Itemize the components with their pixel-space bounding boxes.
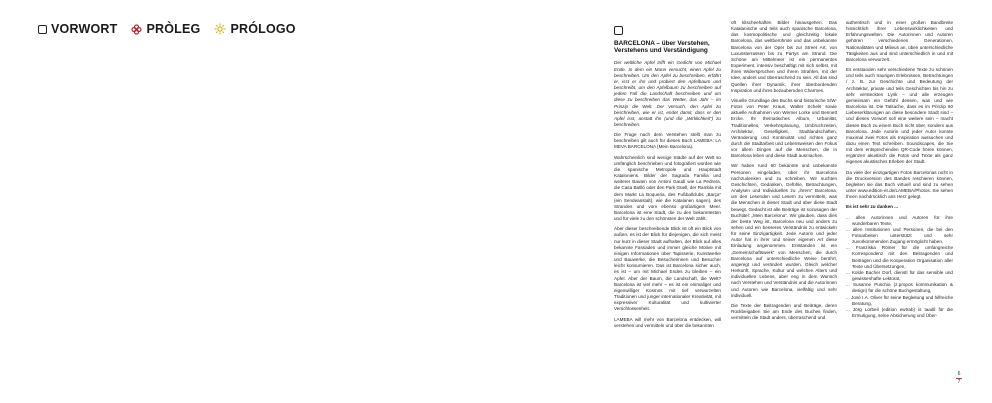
section-nav bbox=[38, 22, 296, 36]
thanks-list bbox=[846, 215, 953, 320]
nav-label-prologo: PRÓLOGO bbox=[230, 22, 296, 36]
flower-icon bbox=[131, 24, 142, 35]
list-item: ... Jörg Lorbeil (edition ewtrab) is taadil für die Ermutigung, seine Absicherung und Über- bbox=[846, 306, 953, 319]
paragraph: Die Texte der Beitragenden und Beiträge, deren Rückbeigaben Sie am Ende des Buches finden, vermitteln die Stadt anders, überraschend und bbox=[731, 302, 837, 321]
paragraph: LAMEBA will mehr von Barcelona entdecken, will verstehen und vermitteln und über die bekannten bbox=[614, 316, 721, 328]
paragraph: Wahrscheinlich sind wenige Städte auf der Welt so umfänglich beschrieben und fotografiert worden wie die spanische Metropole und Hauptstadt Kataloniens. Bilder der Sagrada Familia und weiterer Bauten von Antoni Gaudí wie La Pedrera, die Casa Batlló oder den Park Güell, der Rambla mit dem Markt La Boqueria, des Fußballclubs „Barça“ (ein Sendeanstalt), wie die Katalanen sagen), des Strandes und vom ebenso großartigem Meer. Barcelona ist eine Stadt, die zu den bekanntesten und für viele zu den schönsten der Welt zählt. bbox=[614, 154, 721, 222]
nav-item-proleg[interactable] bbox=[131, 22, 200, 36]
page-number bbox=[955, 371, 963, 386]
paragraph: Es entstanden sehr verschiedene Texte zu schönen und teils auch traurigen Erlebnissen, Betrachtungen / z. B. zur Geschichte und Bedeutung der Architektur, private und teils Geschichten bis hin zu sehr versteckten Lyrik – und alle erzeugen gemeinsam ein Gefühl dessen, was und wie Barcelona ist. Die Tatsache, dass es im Prinzip 60 Liebeserklärungen an diese besondere Stadt sind – und dieses Vorwort soll eine weitere sein – macht dieses Buch zu einem Buch nicht über, sondern aus Barcelona. Jede Autorin und jeder Autor konnte maximal zwei Fotos als Inspiration aussuchen und dazu einen Text schreiben. Soundscapes, die Sie mit dem entsprechenden QR-Code hören können, ergänzen akustisch die Fotos und Texte als ganz eigenes akustisches Erleben der Stadt. bbox=[846, 67, 953, 165]
paragraph: authentisch und in einer großen Bandbreite hinsichtlich ihrer Lebenswirklichkeiten und Erfahrungswelten. Die Autorinnen und Autoren gehören verschiedenen Generationen, Nationalitäten und Milieus an, üben unterschiedliche Tätigkeiten aus und sind unterschiedlich in und mit Barcelona verwurzelt. bbox=[846, 20, 953, 62]
text-column-2 bbox=[731, 20, 837, 325]
nav-label-vorwort: VORWORT bbox=[51, 22, 118, 36]
nav-item-vorwort[interactable] bbox=[38, 22, 117, 36]
paragraph: Die Frage nach dem Verstehen stellt man zu beschreiben gilt auch für dieses Buch LAMEBA: LA MEVA BARCELONA (Mein Barcelona). bbox=[614, 132, 721, 150]
list-item: ... Kolde Bacher Dorf, dienstl für das sensible und gewissenhafte Lektorat, bbox=[846, 269, 953, 282]
checkbox-icon bbox=[614, 26, 623, 35]
article-title: BARCELONA – über Verstehen, Verstehens und Verständigung bbox=[614, 40, 710, 55]
paragraph: Da viele der einzigartigen Fotos Barcelonas nicht in die Druckversion des Bandes reschieren können, begleiten sie das Buch virtuell und sind zu sehen unter www.edition-et.de/LAMEBA/Photos. Sie sehen Ihnen nachdrücklich ans Herz gelegt. bbox=[846, 169, 953, 200]
nav-label-proleg: PRÒLEG bbox=[146, 22, 201, 36]
thanks-heading: Es ist sehr zu danken ... bbox=[846, 204, 899, 210]
sun-icon bbox=[214, 23, 226, 35]
page-number-left: 6 bbox=[957, 371, 961, 377]
page-number-right: 7 bbox=[957, 378, 961, 385]
nav-item-prologo[interactable] bbox=[214, 22, 295, 36]
checkbox-icon bbox=[38, 25, 47, 34]
text-column-1 bbox=[614, 40, 721, 333]
paragraph: Aber dieser beschreibende Blick ist oft ein Blick von außen, es ist der Blick für diejenigen, die sich meist nur kurz in dieser Stadt aufhalten, der Blick auf alles bekannte Fassaden und immer gleiche Motive mit einigen Informationen über Tapisserie, Kunstwerke und Bauwerke, die Besucherinnen und Besucher leicht konsumieren. Das ist Barcelona sicher auch, es ist – um mit Michael Endes zu bleiben – ein Apfel. Aber der Baum, die Landschaft, die Welt? Barcelona ist viel mehr – es ist ein einmaliger und eigenwilliger Kosmos mit tief verwurzelten Traditionen und junger internationaler Kreativität, mit expressiver Kulturalität und kultivierter Verschlossenheit. bbox=[614, 226, 721, 312]
list-item: ... allen Institutionen und Personen, die bei den Fotoarbeiten unterstützt und sehr zuvorkommenden Zugang ermöglicht haben, bbox=[846, 226, 953, 245]
paragraph: Visuelle Grundlage des Buchs sind historische S/W-Fotos von Peter Kraus, Walter Schels sowie aktuelle Aufnahmen von Werner Lorke und Bennett Ercke. Ihr thematisches Album, Urbanität, Traditionelles, Verkehrsplanung, Umbruchzeiten, Architektur, Geselligkeit, Stadtlandschaften, Veränderung und Kontinuität und richten ganz durch die Stadtarbeit und Lebensweisen den Fokus vor allem Dingen auf die Menschen, die in Barcelona leben und diese Stadt ausmachen. bbox=[731, 97, 837, 159]
paragraph: Der weltliche Apfel trifft ein Gedicht von Michael Ende. In dem ein Mann versucht, einen Apfel zu beschreiben. Um den Apfel zu beschreiben, erfährt er, isst er ihn und probiert den Apfelbaum und beschreibt, um den Apfelbaum zu beschreiben auf jedem Fall die Landschaft beschreiben und um diese zu beschreiben das Wetter, das Jahr – im Prinzip die Welt. Der Versuch, den Apfel zu beschreiben, wie er ist, endet damit, dass er den Apfel isst, anstatt ihn (und die „Wirklichkeit“) zu beschreiben. bbox=[614, 60, 721, 127]
list-item: ... Susanne Puschia (z.propos kommunikation & design) für die schöne Buchgestaltung, bbox=[846, 282, 953, 294]
list-item: ... José I.A. Oliver für seine Begleitung und hilfreiche Beratung, bbox=[846, 294, 953, 306]
paragraph: Wir haben rund 60 bekannte und unbekannte Personen eingeladen, über ihr Barcelona nachzudenken und zu schreiben. Wir suchten Geschichten, Gedanken, Gefühle, Betrachtungen, Analysen und Individuelles zu „ihrem“ Barcelona, um den Lesenden und Lesern zu vermitteln, was die Menschen in dieser Stadt und über diese Stadt bewegt. Gedacht ist alle Beiträge ist sozusagen der Buchtitel: „Mein Barcelona“. Wir glauben, dass dies der beste Weg ist, Barcelona neu und anders zu sehen und ein besseres Verständnis zu entwickeln für seine Einzigartigkeit. Jede Autorin und jeder Autor hat in ihrer und seiner eigenen Art diese Einladung angenommen. Entstanden ist ein „Gemeinschaftswerk“ von Menschen, die durch Barcelona auf unterschiedliche Weise berührt, angeregt und verändert wurden. Gleich welcher Herkunft, Sprache, Kultur und welchen Alters und individuellen Lebens, aber eng in dem Wunsch nach Verstehen und Verständnis und die Autorinnen und Autoren wie Barcelona, vielfältig und sehr individuell. bbox=[731, 163, 837, 298]
list-item: ... Franziska Römer für die umfangreiche Korrespondenz mit den Beitragenden und Beitragen und die Kooperation Organisation aller Texte und Übersetzungen, bbox=[846, 245, 953, 269]
paragraph: oft klischeehaften Bilder hinausgehen. Das Katalanische und teils auch spanische Barcelona, das kosmopolitische und gleichzeitig lokale Barcelona, das weltberühmte und das unbekannte Barcelona von der Oper bis zur Street Art, von Luxussterrassen bis zu Partys am Strand. Die Schöne am Mittelmeer ist ein permanentes Experiment, intensiv beschäftigt mit sich selbst, mit ihren Widersprüchen und ihrem Strahlen, mit der Idee, anders und überraschend zu sein. All das sind Quellen ihrer Dynamik, ihrer überbordenden Inspiration und ihres bezaubernden Charmes. bbox=[731, 20, 837, 93]
text-column-3 bbox=[846, 20, 953, 319]
list-item: ... allen Autorinnen und Autoren für ihre wunderbaren Texte, bbox=[846, 214, 953, 226]
